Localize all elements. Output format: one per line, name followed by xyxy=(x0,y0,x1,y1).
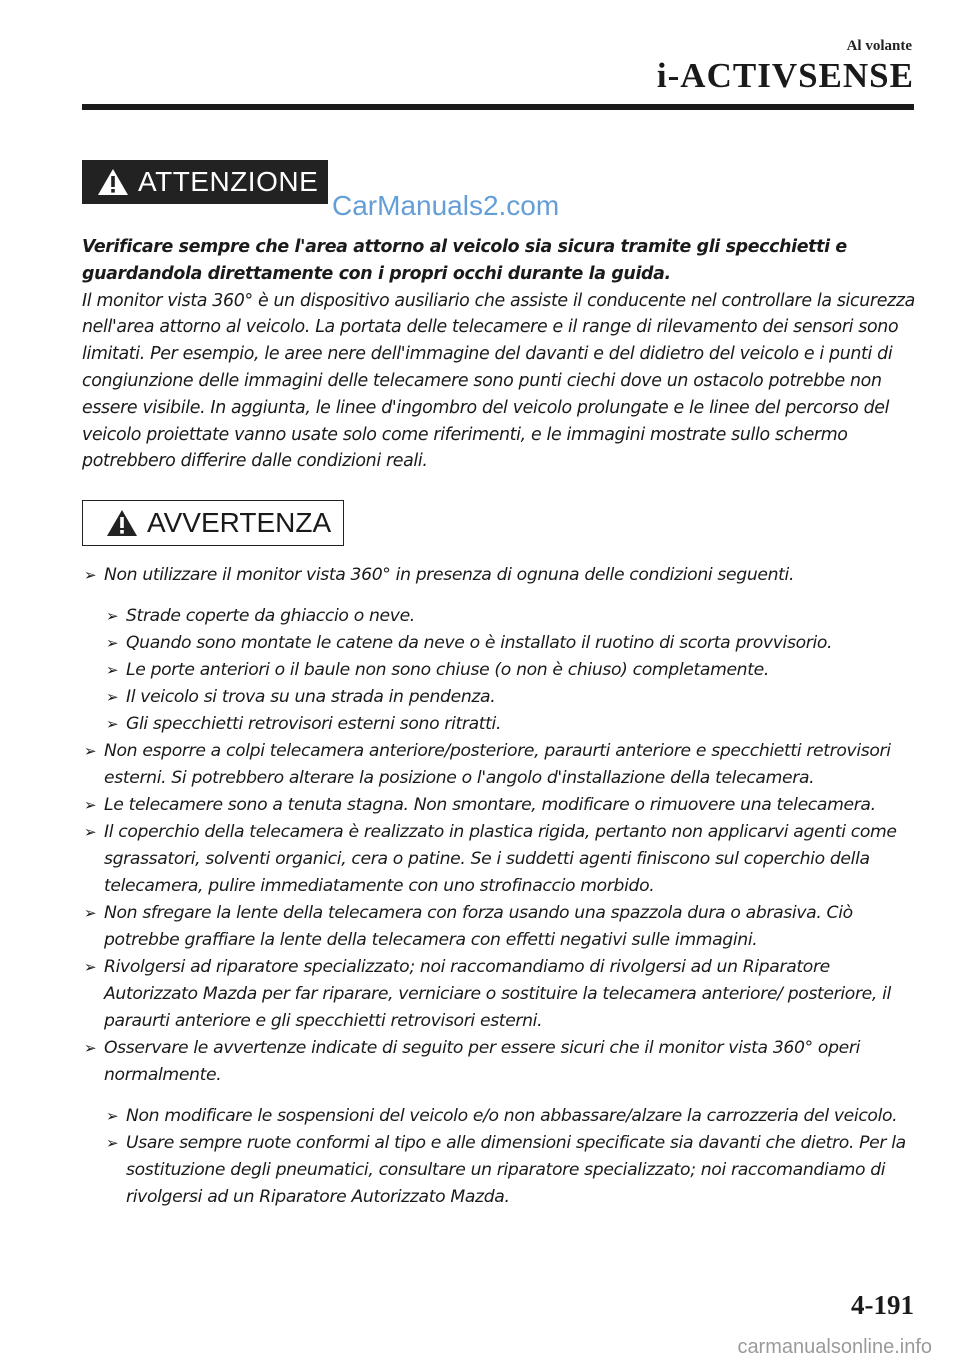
arrow-bullet-icon: ➢ xyxy=(84,823,97,841)
attention-bold-text: Verificare sempre che l'area attorno al veicolo sia sicura tramite gli specchietti e guardandola direttamente con i propri occhi durante la guida. xyxy=(82,237,847,284)
arrow-bullet-icon: ➢ xyxy=(84,566,97,584)
warning-label: AVVERTENZA xyxy=(147,507,332,538)
attention-body-text: Il monitor vista 360° è un dispositivo ausiliario che assiste il conducente nel controllare la sicurezza nell'area attorno al veicolo. La portata delle telecamere e il range di rilevamento dei sensori sono limitati. Per esempio, le aree nere dell'immagine del davanti e del didietro del veicolo e i punti di congiunzione delle immagini delle telecamere sono punti ciechi dove un ostacolo potrebbe non essere visibile. In aggiunta, le linee d'ingombro del veicolo prolungate e le linee del percorso del veicolo proiettate vanno usate solo come riferimenti, e le immagini mostrate sullo schermo potrebbero differire dalle condizioni reali. xyxy=(82,290,915,472)
page-number: 4-191 xyxy=(851,1290,914,1320)
list-item: ➢ Le telecamere sono a tenuta stagna. Non smontare, modificare o rimuovere una telecamera. xyxy=(82,792,922,819)
chapter-title: i-ACTIVSENSE xyxy=(656,56,914,95)
arrow-bullet-icon: ➢ xyxy=(106,1134,119,1152)
list-item: ➢ Il veicolo si trova su una strada in pendenza. xyxy=(104,684,922,711)
list-item: ➢ Rivolgersi ad riparatore specializzato; noi raccomandiamo di rivolgersi ad un Riparatore Autorizzato Mazda per far riparare, verniciare o sostituire la telecamera anteriore/ posteriore, il paraurti anteriore e gli specchietti retrovisori esterni. xyxy=(82,954,922,1035)
warning-triangle-icon xyxy=(96,167,130,197)
arrow-bullet-icon: ➢ xyxy=(84,796,97,814)
warning-triangle-icon xyxy=(105,508,139,538)
list-item: ➢ Il coperchio della telecamera è realizzato in plastica rigida, pertanto non applicarvi agenti come sgrassatori, solventi organici, cera o patine. Se i suddetti agenti finiscono sul coperchio della telecamera, pulire immediatamente con uno strofinaccio morbido. xyxy=(82,819,922,900)
arrow-bullet-icon: ➢ xyxy=(106,634,119,652)
arrow-bullet-icon: ➢ xyxy=(84,958,97,976)
attention-body xyxy=(82,234,922,475)
list-item: ➢ Non sfregare la lente della telecamera con forza usando una spazzola dura o abrasiva. Ciò potrebbe graffiare la lente della telecamera con effetti negativi sulle immagini. xyxy=(82,900,922,954)
list-item: ➢ Non modificare le sospensioni del veicolo e/o non abbassare/alzare la carrozzeria del veicolo. xyxy=(104,1103,922,1130)
list-item: ➢ Le porte anteriori o il baule non sono chiuse (o non è chiuso) completamente. xyxy=(104,657,922,684)
arrow-bullet-icon: ➢ xyxy=(84,904,97,922)
arrow-bullet-icon: ➢ xyxy=(106,1107,119,1125)
section-title: Al volante xyxy=(846,38,912,54)
arrow-bullet-icon: ➢ xyxy=(106,688,119,706)
list-item: ➢ Quando sono montate le catene da neve o è installato il ruotino di scorta provvisorio. xyxy=(104,630,922,657)
arrow-bullet-icon: ➢ xyxy=(106,607,119,625)
attention-badge xyxy=(82,160,328,204)
list-item: ➢ Non utilizzare il monitor vista 360° in presenza di ognuna delle condizioni seguenti. xyxy=(82,562,922,589)
list-item: ➢ Strade coperte da ghiaccio o neve. xyxy=(104,603,922,630)
list-item: ➢ Usare sempre ruote conformi al tipo e alle dimensioni specificate sia davanti che dietro. Per la sostituzione degli pneumatici, consultare un riparatore specializzato; noi raccomandiamo di rivolgersi ad un Riparatore Autorizzato Mazda. xyxy=(104,1130,922,1211)
list-item: ➢ Non esporre a colpi telecamera anteriore/posteriore, paraurti anteriore e specchietti retrovisori esterni. Si potrebbero alterare la posizione o l'angolo d'installazione della telecamera. xyxy=(82,738,922,792)
arrow-bullet-icon: ➢ xyxy=(106,661,119,679)
watermark: CarManuals2.com xyxy=(332,190,560,221)
arrow-bullet-icon: ➢ xyxy=(84,742,97,760)
arrow-bullet-icon: ➢ xyxy=(106,715,119,733)
warning-list xyxy=(82,562,922,1211)
list-item: ➢ Gli specchietti retrovisori esterni sono ritratti. xyxy=(104,711,922,738)
attention-label: ATTENZIONE xyxy=(138,166,319,197)
list-item: ➢ Osservare le avvertenze indicate di seguito per essere sicuri che il monitor vista 360° operi normalmente. xyxy=(82,1035,922,1089)
footer-watermark: carmanualsonline.info xyxy=(737,1336,932,1358)
warning-badge xyxy=(82,500,344,546)
header-divider xyxy=(82,104,914,110)
arrow-bullet-icon: ➢ xyxy=(84,1039,97,1057)
